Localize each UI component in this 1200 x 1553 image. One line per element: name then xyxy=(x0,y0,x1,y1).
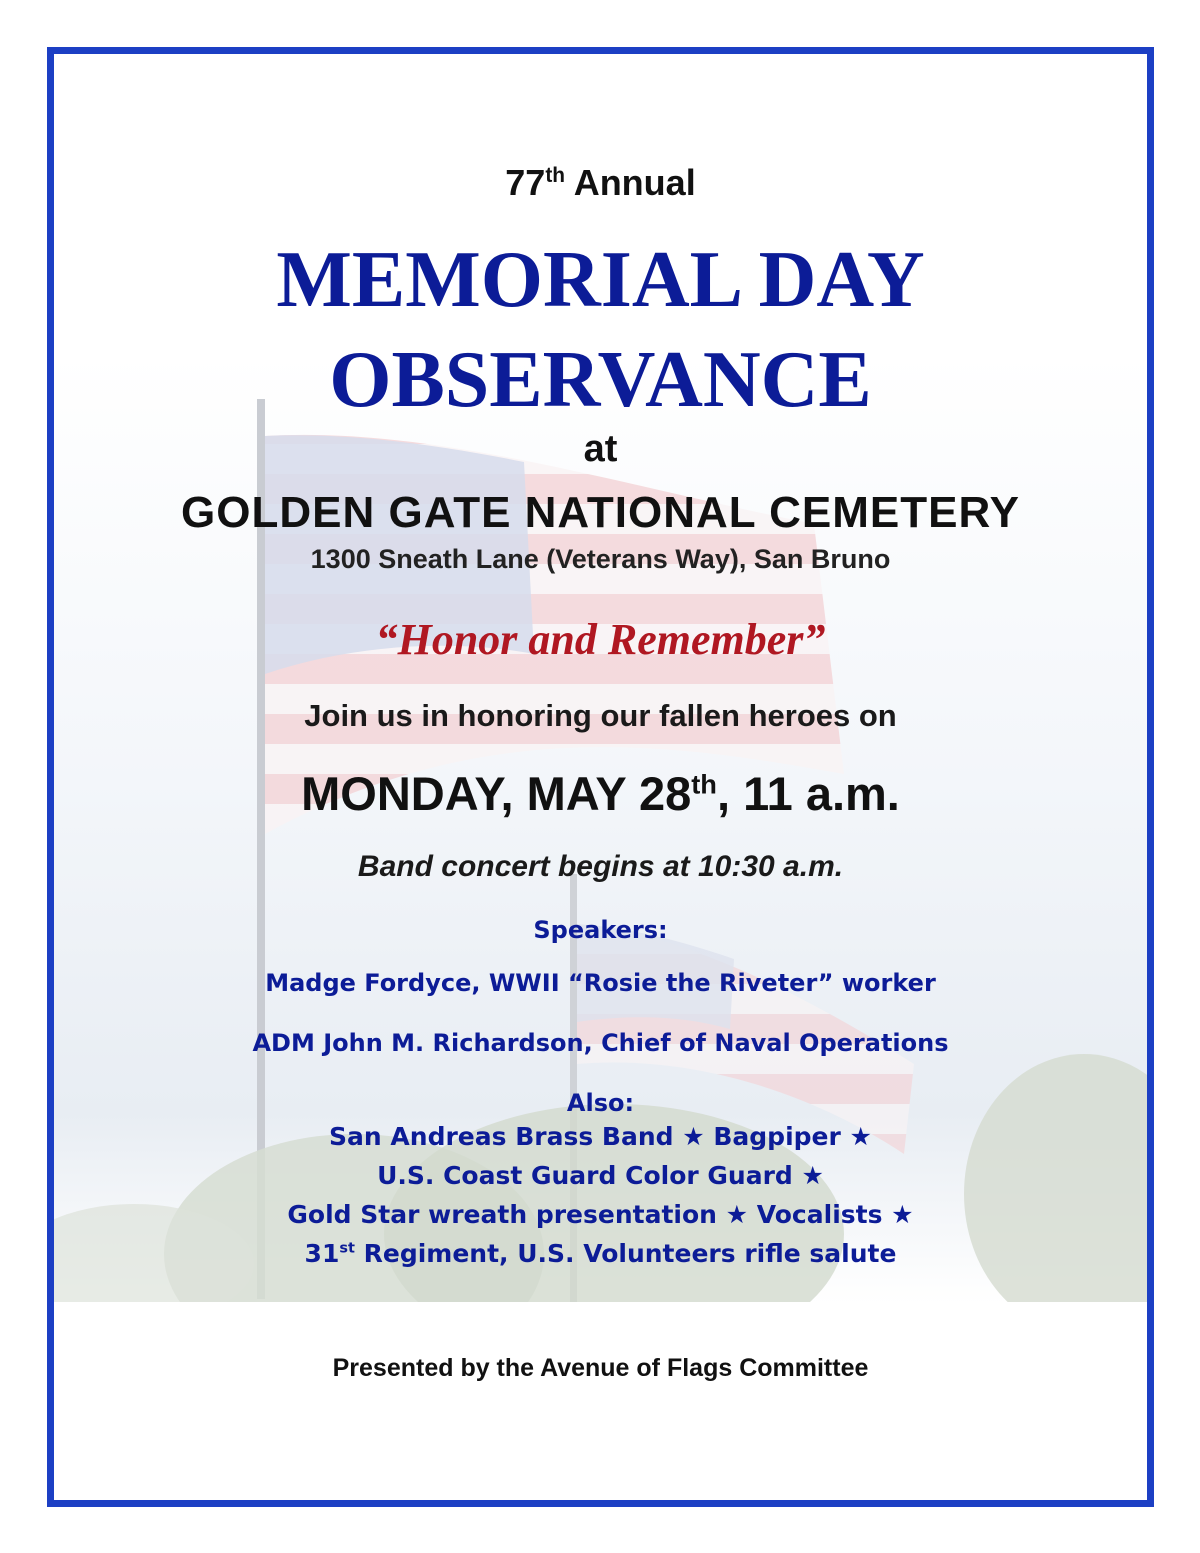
annual-heading: 77th Annual xyxy=(505,162,696,203)
also-item-regiment: 31st Regiment, U.S. Volunteers rifle salute xyxy=(304,1239,897,1268)
also-item: San Andreas Brass Band ★ Bagpiper ★ xyxy=(329,1122,872,1151)
also-item: U.S. Coast Guard Color Guard ★ xyxy=(377,1161,824,1190)
theme-quote: “Honor and Remember” xyxy=(375,615,826,664)
address: 1300 Sneath Lane (Veterans Way), San Bruno xyxy=(310,544,891,574)
title-line-1: MEMORIAL DAY xyxy=(276,236,925,324)
speakers-label: Speakers: xyxy=(533,916,668,944)
presented-by: Presented by the Avenue of Flags Committee xyxy=(332,1354,869,1382)
event-date: MONDAY, MAY 28th, 11 a.m. xyxy=(301,767,900,820)
speaker-item: Madge Fordyce, WWII “Rosie the Riveter” worker xyxy=(265,969,936,997)
cemetery-name: GOLDEN GATE NATIONAL CEMETERY xyxy=(181,488,1020,537)
band-concert-text: Band concert begins at 10:30 a.m. xyxy=(357,850,844,883)
also-label: Also: xyxy=(566,1089,635,1117)
flyer-border xyxy=(47,47,1154,1507)
speaker-item: ADM John M. Richardson, Chief of Naval Operations xyxy=(252,1029,949,1057)
join-text: Join us in honoring our fallen heroes on xyxy=(304,698,897,733)
at-text: at xyxy=(583,428,618,470)
also-item: Gold Star wreath presentation ★ Vocalists ★ xyxy=(287,1200,914,1229)
title-line-2: OBSERVANCE xyxy=(329,336,872,424)
